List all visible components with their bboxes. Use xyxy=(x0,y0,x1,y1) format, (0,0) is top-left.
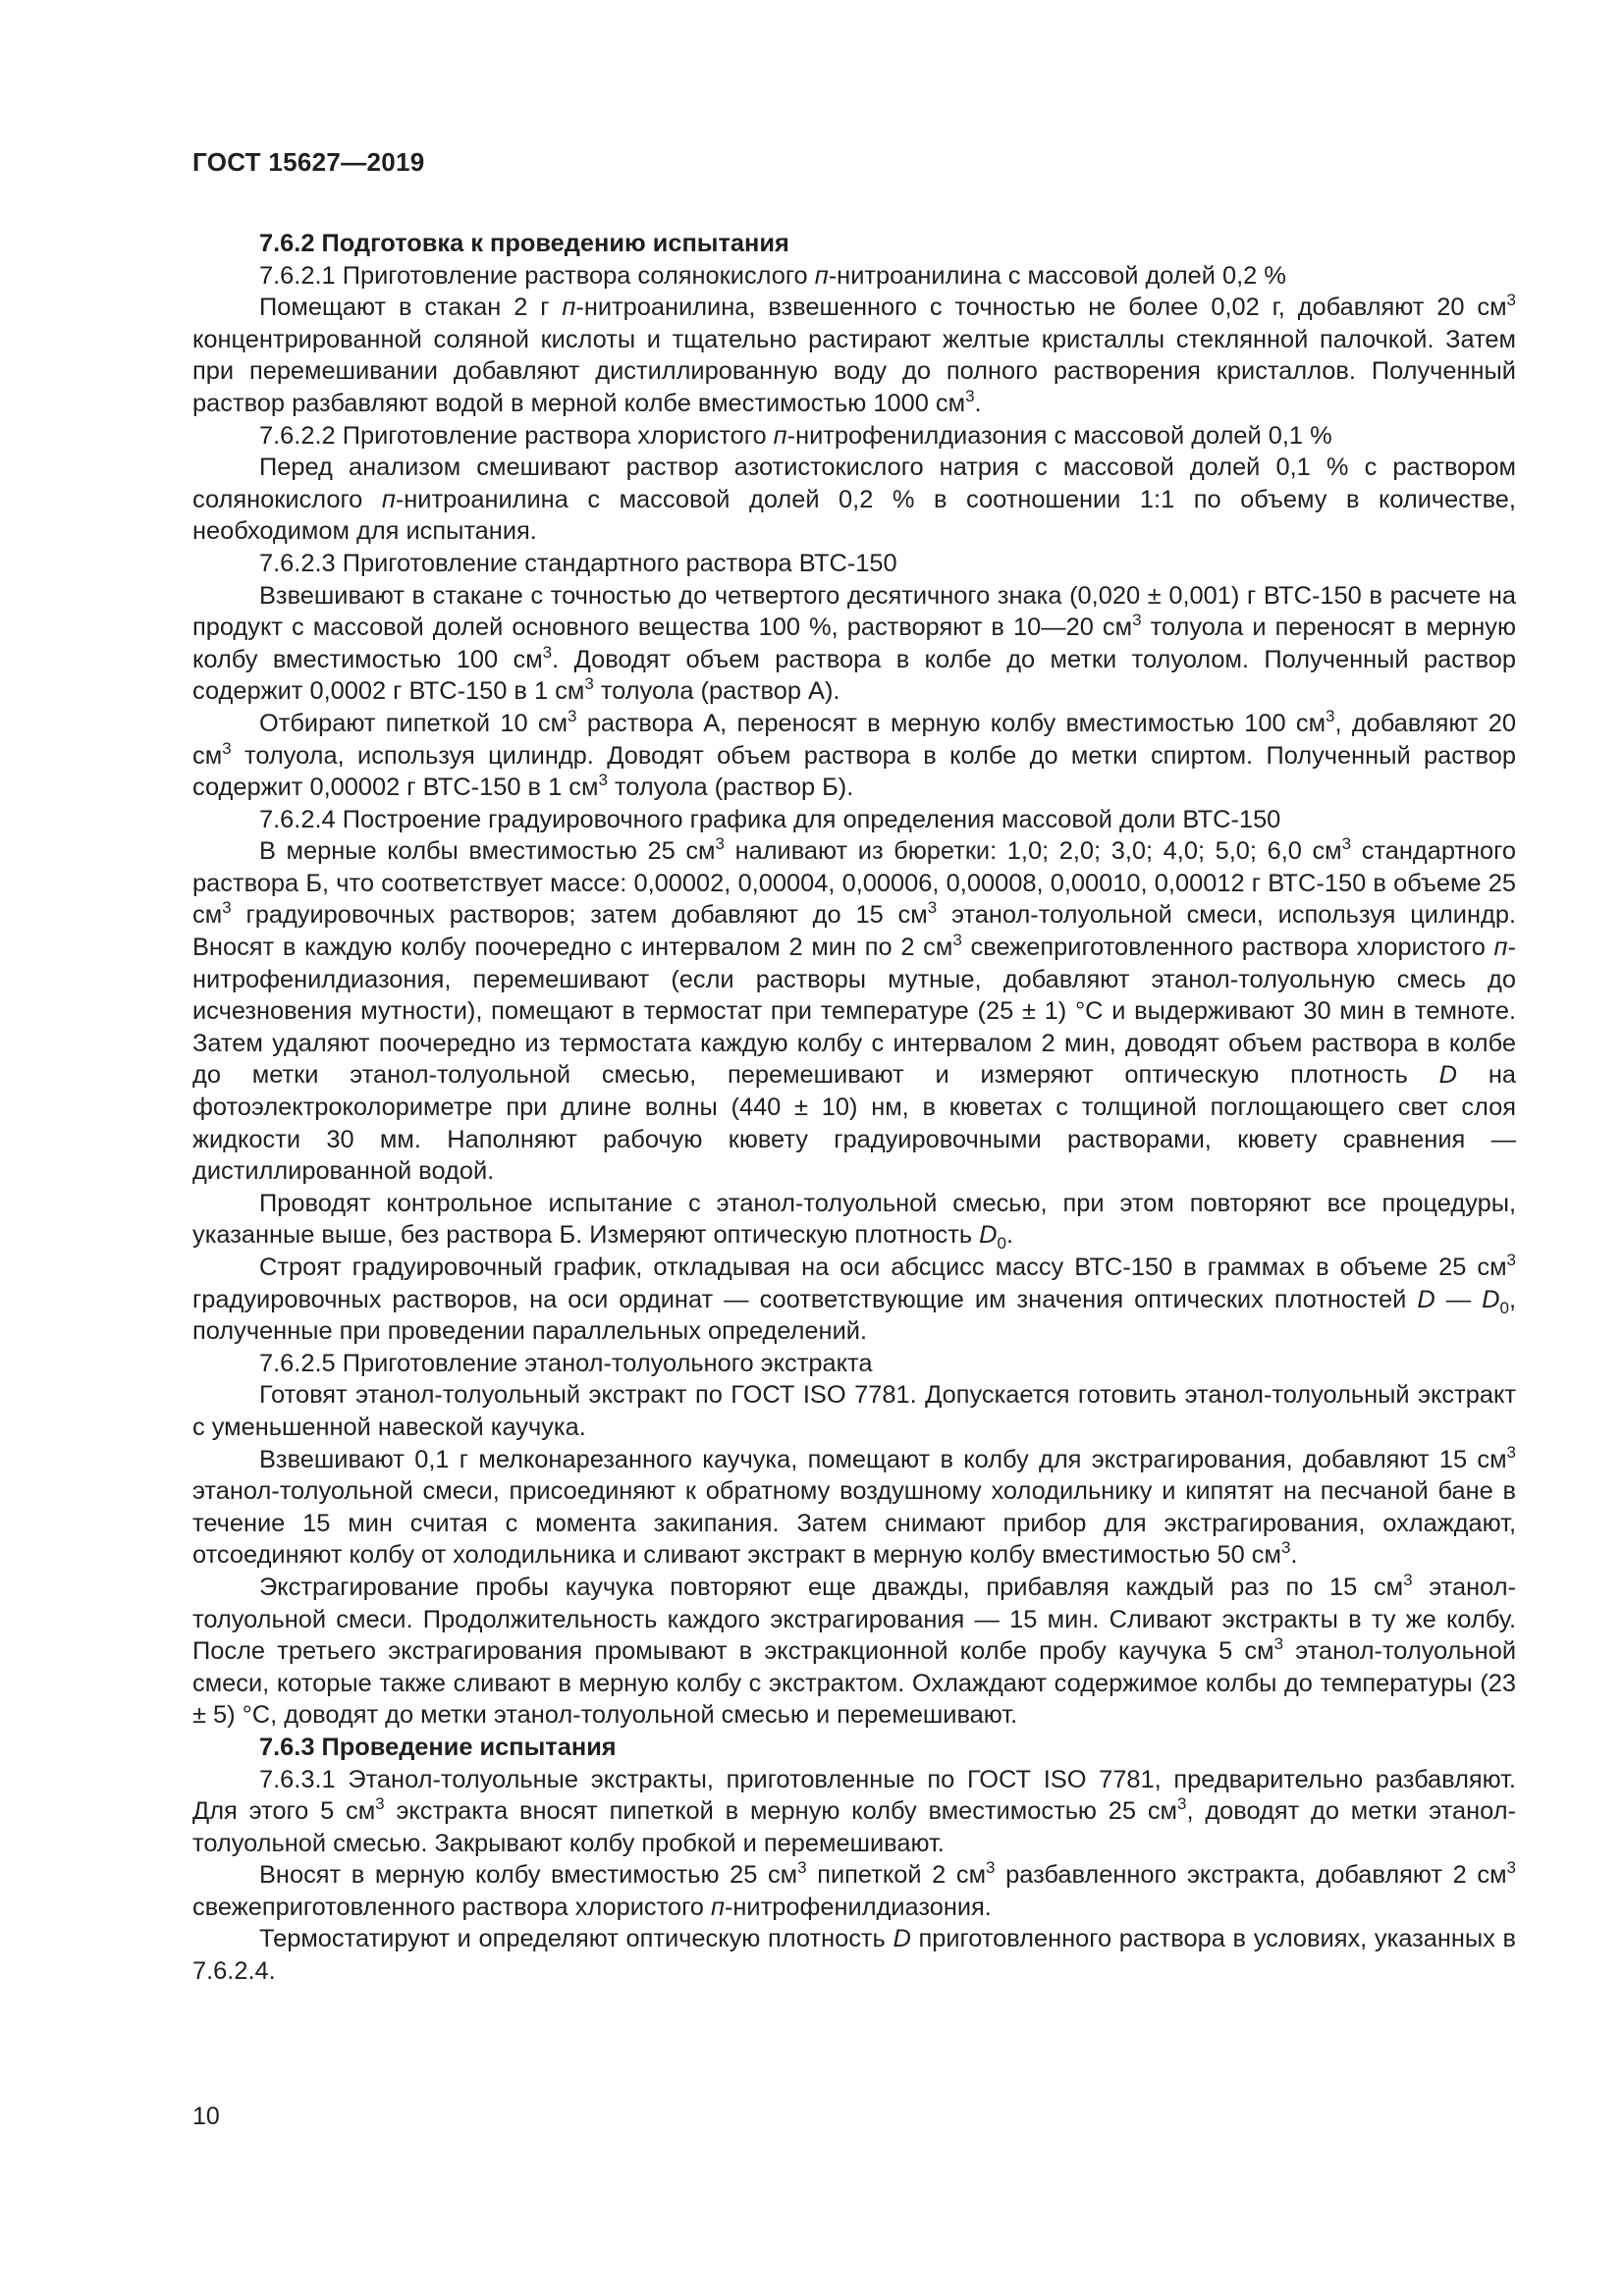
section-heading: 7.6.2 Подготовка к проведению испытания xyxy=(259,230,789,257)
paragraph: Вносят в мерную колбу вместимостью 25 $см^3$ пипеткой 2 $см^3$ разбавленного экстракта, добавляют 2 $см^3$ свежеприготовленного раствора хлористого п-нитрофенилдиазония. xyxy=(192,1858,1516,1921)
paragraph: Помещают в стакан 2 г п-нитроанилина, взвешенного с точностью не более 0,02 г, добавляют 20 $см^3$ концентрированной соляной кислоты и тщательно растирают желтые кристаллы стеклянной палочкой. Затем при перемешивании добавляют дистиллированную воду до полного растворения кристаллов. Полученный раствор разбавляют водой в мерной колбе вместимостью 1000 $см^3$. xyxy=(192,291,1516,417)
paragraph: 7.6.3.1 Этанол-толуольные экстракты, приготовленные по ГОСТ ISO 7781, предварительно разбавляют. Для этого 5 $см^3$ экстракта вносят пипеткой в мерную колбу вместимостью 25 $см^3$, доводят до метки этанол-толуольной смесью. Закрывают колбу пробкой и перемешивают. xyxy=(192,1765,1516,1857)
paragraph: Взвешивают в стакане с точностью до четвертого десятичного знака (0,020 ± 0,001) г ВТС-150 в расчете на продукт с массовой долей основного вещества 100 %, растворяют в 10—20 $см^3$ толуола и переносят в мерную колбу вместимостью 100 $см^3$. Доводят объем раствора в колбе до метки толуолом. Полученный раствор содержит 0,0002 г ВТС-150 в 1 $см^3$ толуола (раствор А). xyxy=(192,581,1517,706)
paragraph: 7.6.2.2 Приготовление раствора хлористого п-нитрофенилдиазония с массовой долей 0,1 % xyxy=(259,421,1332,450)
paragraph: 7.6.2.3 Приготовление стандартного раствора ВТС-150 xyxy=(259,549,897,577)
paragraph: 7.6.2.4 Построение градуировочного графика для определения массовой доли ВТС-150 xyxy=(259,805,1281,833)
paragraph: 7.6.2.1 Приготовление раствора солянокислого п-нитроанилина с массовой долей 0,2 % xyxy=(259,261,1286,290)
paragraph: Экстрагирование пробы каучука повторяют еще дважды, прибавляя каждый раз по 15 $см^3$ этанол-толуольной смеси. Продолжительность каждого экстрагирования — 15 мин. Сливают экстракты в ту же колбу. После третьего экстрагирования промывают в экстракционной колбе пробу каучука 5 $см^3$ этанол-толуольной смеси, которые также сливают в мерную колбу с экстрактом. Охлаждают содержимое колбы до температуры (23 ± 5) °С, доводят до метки этанол-толуольной смесью и перемешивают. xyxy=(192,1570,1517,1730)
paragraph: Отбирают пипеткой 10 $см^3$ раствора А, переносят в мерную колбу вместимостью 100 $см^3$, добавляют 20 $см^3$ толуола, используя цилиндр. Доводят объем раствора в колбе до метки спиртом. Полученный раствор содержит 0,00002 г ВТС-150 в 1 $см^3$ толуола (раствор Б). xyxy=(192,706,1516,802)
paragraph: Готовят этанол-толуольный экстракт по ГОСТ ISO 7781. Допускается готовить этанол-толуольный экстракт с уменьшенной навеской каучука. xyxy=(192,1381,1516,1441)
paragraph: 7.6.2.5 Приготовление этанол-толуольного экстракта xyxy=(259,1349,873,1377)
paragraph: Взвешивают 0,1 г мелконарезанного каучука, помещают в колбу для экстрагирования, добавляют 15 $см^3$ этанол-толуольной смеси, присоединяют к обратному воздушному холодильнику и кипятят на песчаной бане в течение 15 мин считая с момента закипания. Затем снимают прибор для экстрагирования, охлаждают, отсоединяют колбу от холодильника и сливают экстракт в мерную колбу вместимостью 50 $см^3$. xyxy=(192,1442,1516,1570)
paragraph: В мерные колбы вместимостью 25 $см^3$ наливают из бюретки: 1,0; 2,0; 3,0; 4,0; 5,0; 6,0 $см^3$ стандартного раствора Б, что соответствует массе: 0,00002, 0,00004, 0,00006, 0,00008, 0,00010, 0,00012 г ВТС-150 в объеме 25 $см^3$ градуировочных растворов; затем добавляют до 15 $см^3$ этанол-толуольной смеси, используя цилиндр. Вносят в каждую колбу поочередно с интервалом 2 мин по 2 $см^3$ свежеприготовленного раствора хлористого п-нитрофенилдиазония, перемешивают (если растворы мутные, добавляют этанол-толуольную смесь до исчезновения мутности), помещают в термостат при температуре (25 ± 1) °С и выдерживают 30 мин в темноте. Затем удаляют поочередно из термостата каждую колбу с интервалом 2 мин, доводят объем раствора в колбе до метки этанол-толуольной смесью, перемешивают и измеряют оптическую плотность D на фотоэлектроколориметре при длине волны (440 ± 10) нм, в кюветах с толщиной поглощающего свет слоя жидкости 30 мм. Наполняют рабочую кювету градуировочными растворами, кювету сравнения — дистиллированной водой. xyxy=(192,834,1516,1186)
section-heading: 7.6.3 Проведение испытания xyxy=(259,1733,617,1761)
paragraph: Термостатируют и определяют оптическую плотность D приготовленного раствора в условиях, указанных в 7.6.2.4. xyxy=(192,1925,1516,1986)
paragraph: Перед анализом смешивают раствор азотистокислого натрия с массовой долей 0,1 % с раствором солянокислого п-нитроанилина с массовой долей 0,2 % в соотношении 1:1 по объему в количестве, необходимом для испытания. xyxy=(192,454,1516,546)
document-body xyxy=(192,228,1516,1988)
paragraph: Проводят контрольное испытание с этанол-толуольной смесью, при этом повторяют все процедуры, указанные выше, без раствора Б. Измеряют оптическую плотность $D_0$. xyxy=(192,1189,1516,1254)
document-header: ГОСТ 15627—2019 xyxy=(192,147,425,177)
page-number: 10 xyxy=(192,2103,220,2130)
paragraph: Строят градуировочный график, откладывая на оси абсцисс массу ВТС-150 в граммах в объеме 25 $см^3$ градуировочных растворов, на оси ординат — соответствующие им значения оптических плотностей D — $D_0$, полученные при проведении параллельных определений. xyxy=(192,1251,1517,1346)
